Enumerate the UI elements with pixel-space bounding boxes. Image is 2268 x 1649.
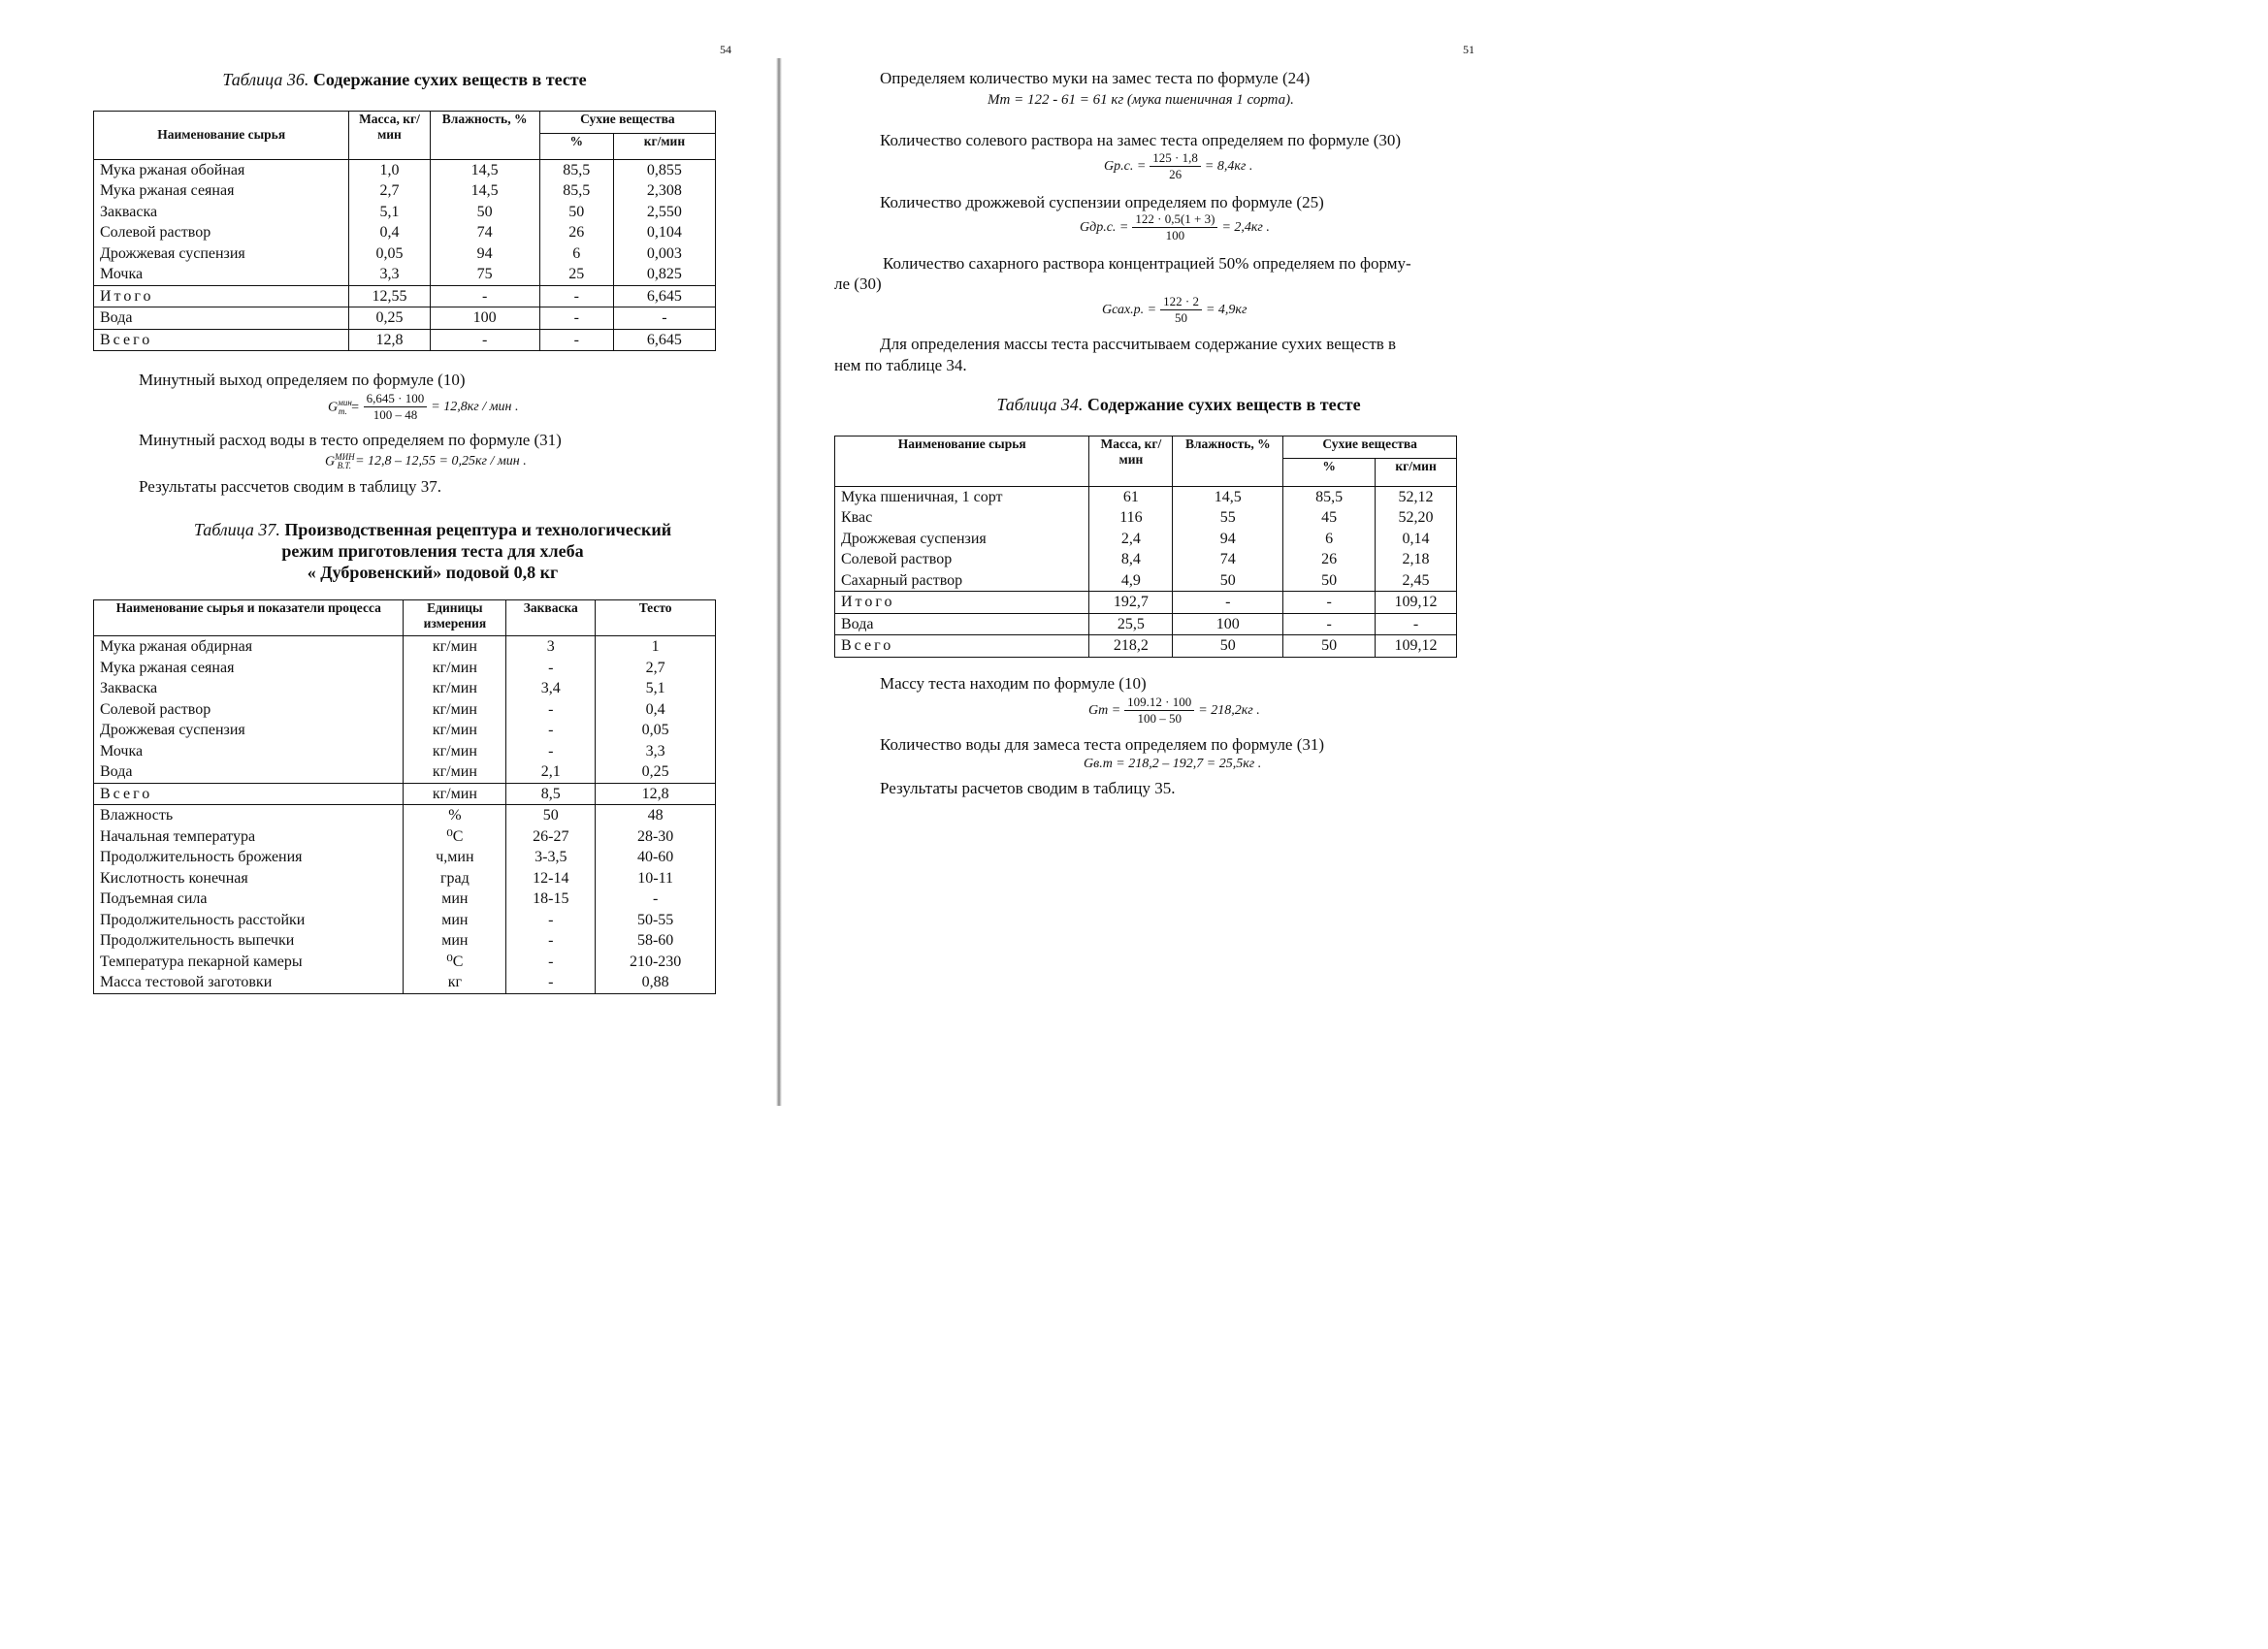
table-cell: ⁰С bbox=[404, 952, 506, 973]
table36-caption-prefix: Таблица 36. bbox=[222, 70, 309, 89]
table-row bbox=[94, 783, 716, 805]
table-cell: 85,5 bbox=[1283, 486, 1376, 507]
table-row bbox=[835, 570, 1457, 592]
table37-caption: Таблица 37. Производственная рецептура и технологический режим приготовления теста для хлеба « Дубровенский» подовой 0,8 кг bbox=[193, 520, 672, 582]
para-results-37: Результаты рассчетов сводим в таблицу 37. bbox=[139, 477, 441, 496]
table-cell: 50-55 bbox=[596, 910, 716, 931]
row-label: Продолжительность расстойки bbox=[94, 910, 404, 931]
para-sugar-2: ле (30) bbox=[834, 275, 882, 293]
table-cell: 8,5 bbox=[506, 783, 596, 805]
row-label: Дрожжевая суспензия bbox=[94, 720, 404, 741]
table-cell: 2,1 bbox=[506, 761, 596, 783]
row-label: Подъемная сила bbox=[94, 889, 404, 910]
table-row bbox=[94, 285, 716, 307]
para-flour: Определяем количество муки на замес теста по формуле (24) bbox=[880, 69, 1311, 87]
table37-header-unit: Единицы измерения bbox=[404, 600, 506, 636]
row-label: Солевой раствор bbox=[94, 222, 349, 243]
table-cell: 14,5 bbox=[430, 180, 539, 202]
table-cell: 100 bbox=[430, 307, 539, 330]
table-cell: 6 bbox=[539, 243, 613, 265]
table-row bbox=[94, 720, 716, 741]
table-cell: 0,14 bbox=[1376, 529, 1457, 550]
table-row bbox=[94, 910, 716, 931]
row-label: Итого bbox=[94, 285, 349, 307]
table-cell: 50 bbox=[1283, 635, 1376, 658]
table-cell: 94 bbox=[430, 243, 539, 265]
table-cell: 50 bbox=[1283, 570, 1376, 592]
row-label: Мочка bbox=[94, 741, 404, 762]
table34-header-moisture: Влажность, % bbox=[1173, 436, 1283, 487]
table-cell: - bbox=[1173, 592, 1283, 614]
table-cell: 0,25 bbox=[596, 761, 716, 783]
table36-header-dry-pct: % bbox=[539, 133, 613, 159]
formula-salt: Gр.с. = $\frac{125 \cdot 1,8}{26}$ = 8,4кг . bbox=[1104, 150, 1253, 181]
table-cell: 50 bbox=[430, 202, 539, 223]
row-label: Мочка bbox=[94, 264, 349, 285]
table-cell: - bbox=[1283, 613, 1376, 635]
para-mass-dough: Массу теста находим по формуле (10) bbox=[880, 674, 1147, 693]
para-water-dough: Количество воды для замеса теста определяем по формуле (31) bbox=[880, 735, 1325, 754]
table34-header-dry-kg: кг/мин bbox=[1376, 458, 1457, 486]
table-cell: - bbox=[506, 952, 596, 973]
table-cell: 4,9 bbox=[1089, 570, 1173, 592]
formula-flour: Мт = 122 - 61 = 61 кг (мука пшеничная 1 сорта). bbox=[988, 92, 1294, 108]
table-cell: 5,1 bbox=[349, 202, 430, 223]
table36-header-name: Наименование сырья bbox=[94, 112, 349, 160]
row-label: Солевой раствор bbox=[94, 699, 404, 721]
table-cell: 45 bbox=[1283, 507, 1376, 529]
table-cell: кг/мин bbox=[404, 658, 506, 679]
table34 bbox=[834, 436, 1457, 658]
table-row bbox=[835, 549, 1457, 570]
row-label: Всего bbox=[835, 635, 1089, 658]
table-row bbox=[94, 699, 716, 721]
table-cell: - bbox=[539, 285, 613, 307]
table-row bbox=[94, 930, 716, 952]
table-cell: 85,5 bbox=[539, 159, 613, 180]
table-cell: 1,0 bbox=[349, 159, 430, 180]
table-cell: 3 bbox=[506, 636, 596, 658]
table-cell: - bbox=[506, 972, 596, 993]
row-label: Дрожжевая суспензия bbox=[94, 243, 349, 265]
table-cell: 48 bbox=[596, 805, 716, 826]
row-label: Всего bbox=[94, 329, 349, 351]
table36 bbox=[93, 111, 716, 351]
table-cell: 2,550 bbox=[613, 202, 715, 223]
table37 bbox=[93, 599, 716, 994]
table37-header-name: Наименование сырья и показатели процесса bbox=[94, 600, 404, 636]
table34-header-dry: Сухие вещества bbox=[1283, 436, 1457, 459]
table-cell: 2,308 bbox=[613, 180, 715, 202]
table-cell: - bbox=[506, 720, 596, 741]
table-cell: - bbox=[430, 329, 539, 351]
table-row bbox=[835, 613, 1457, 635]
table-cell: 6 bbox=[1283, 529, 1376, 550]
para-sugar-1: Количество сахарного раствора концентрацией 50% определяем по форму- bbox=[883, 254, 1411, 273]
table-cell: - bbox=[506, 910, 596, 931]
table-cell: кг/мин bbox=[404, 678, 506, 699]
table-cell: 18-15 bbox=[506, 889, 596, 910]
table36-caption-title: Содержание сухих веществ в тесте bbox=[312, 70, 587, 89]
table-row bbox=[94, 202, 716, 223]
table-cell: 61 bbox=[1089, 486, 1173, 507]
para-drymass-1: Для определения массы теста рассчитываем содержание сухих веществ в bbox=[880, 335, 1397, 353]
table-cell: 52,20 bbox=[1376, 507, 1457, 529]
formula-water-rate: $G^{МИН}_{В.Т.}$ = 12,8 – 12,55 = 0,25кг / мин . bbox=[325, 452, 527, 471]
table-cell: 40-60 bbox=[596, 847, 716, 868]
table-cell: кг/мин bbox=[404, 761, 506, 783]
row-label: Закваска bbox=[94, 678, 404, 699]
table-row bbox=[835, 529, 1457, 550]
table-row bbox=[94, 868, 716, 889]
table-cell: мин bbox=[404, 930, 506, 952]
table-cell: 0,25 bbox=[349, 307, 430, 330]
table-cell: 55 bbox=[1173, 507, 1283, 529]
table-cell: 50 bbox=[539, 202, 613, 223]
table-cell: - bbox=[596, 889, 716, 910]
table-cell: 94 bbox=[1173, 529, 1283, 550]
table-cell: 52,12 bbox=[1376, 486, 1457, 507]
row-label: Влажность bbox=[94, 805, 404, 826]
table-cell: - bbox=[430, 285, 539, 307]
page-spine bbox=[776, 58, 782, 1106]
formula-minute-output: $G^{мин}_{т.}$ = $\frac{6,645 \cdot 100}{100 - 48}$ = 12,8кг / мин . bbox=[328, 391, 519, 422]
table34-header-name: Наименование сырья bbox=[835, 436, 1089, 487]
table-row bbox=[94, 847, 716, 868]
table-cell: 2,7 bbox=[349, 180, 430, 202]
table-cell: 26 bbox=[539, 222, 613, 243]
table36-header-moisture: Влажность, % bbox=[430, 112, 539, 160]
table-cell: 12-14 bbox=[506, 868, 596, 889]
table-cell: мин bbox=[404, 889, 506, 910]
table-cell: 14,5 bbox=[430, 159, 539, 180]
table-cell: 0,825 bbox=[613, 264, 715, 285]
table-cell: 0,104 bbox=[613, 222, 715, 243]
table-cell: 0,4 bbox=[596, 699, 716, 721]
table-cell: 0,05 bbox=[349, 243, 430, 265]
row-label: Мука ржаная сеяная bbox=[94, 180, 349, 202]
para-salt: Количество солевого раствора на замес теста определяем по формуле (30) bbox=[880, 131, 1402, 149]
table-cell: 3,3 bbox=[349, 264, 430, 285]
row-label: Продолжительность брожения bbox=[94, 847, 404, 868]
table-row bbox=[835, 592, 1457, 614]
table37-header-starter: Закваска bbox=[506, 600, 596, 636]
table-cell: 85,5 bbox=[539, 180, 613, 202]
table-cell: ч,мин bbox=[404, 847, 506, 868]
table-cell: 50 bbox=[506, 805, 596, 826]
formula-mass-dough: Gm = $\frac{109.12 \cdot 100}{100 - 50}$ = 218,2кг . bbox=[1088, 695, 1260, 726]
table-row bbox=[94, 952, 716, 973]
table-cell: 0,003 bbox=[613, 243, 715, 265]
table-cell: 5,1 bbox=[596, 678, 716, 699]
table-row bbox=[94, 805, 716, 826]
table-cell: 12,8 bbox=[349, 329, 430, 351]
row-label: Масса тестовой заготовки bbox=[94, 972, 404, 993]
table-cell: 26-27 bbox=[506, 826, 596, 848]
table36-header-dry: Сухие вещества bbox=[539, 112, 715, 134]
table-row bbox=[94, 243, 716, 265]
row-label: Вода bbox=[835, 613, 1089, 635]
table-cell: 74 bbox=[430, 222, 539, 243]
para-water-rate: Минутный расход воды в тесто определяем по формуле (31) bbox=[139, 431, 562, 449]
table-cell: 10-11 bbox=[596, 868, 716, 889]
table-cell: 8,4 bbox=[1089, 549, 1173, 570]
table-cell: 50 bbox=[1173, 570, 1283, 592]
table-row bbox=[94, 264, 716, 285]
table-cell: 12,8 bbox=[596, 783, 716, 805]
table-cell: 100 bbox=[1173, 613, 1283, 635]
row-label: Всего bbox=[94, 783, 404, 805]
table-cell: 0,4 bbox=[349, 222, 430, 243]
row-label: Мука ржаная сеяная bbox=[94, 658, 404, 679]
row-label: Мука пшеничная, 1 сорт bbox=[835, 486, 1089, 507]
table36-header-mass: Масса, кг/мин bbox=[349, 112, 430, 160]
table-row bbox=[94, 307, 716, 330]
table-row bbox=[94, 222, 716, 243]
table-cell: 0,855 bbox=[613, 159, 715, 180]
table-cell: кг/мин bbox=[404, 741, 506, 762]
table-cell: - bbox=[613, 307, 715, 330]
table-cell: 26 bbox=[1283, 549, 1376, 570]
page-number-right: 51 bbox=[1463, 43, 1474, 56]
table34-header-mass: Масса, кг/мин bbox=[1089, 436, 1173, 487]
table-row bbox=[94, 889, 716, 910]
table-cell: кг/мин bbox=[404, 699, 506, 721]
table-cell: 74 bbox=[1173, 549, 1283, 570]
table-cell: - bbox=[539, 307, 613, 330]
table-cell: 2,45 bbox=[1376, 570, 1457, 592]
table-cell: 109,12 bbox=[1376, 635, 1457, 658]
table-cell: 1 bbox=[596, 636, 716, 658]
table-cell: 109,12 bbox=[1376, 592, 1457, 614]
table-cell: - bbox=[1376, 613, 1457, 635]
row-label: Квас bbox=[835, 507, 1089, 529]
table34-caption: Таблица 34. Содержание сухих веществ в тесте bbox=[996, 395, 1361, 414]
para-results-35: Результаты расчетов сводим в таблицу 35. bbox=[880, 779, 1176, 797]
row-label: Вода bbox=[94, 761, 404, 783]
table-cell: 50 bbox=[1173, 635, 1283, 658]
table-row bbox=[835, 635, 1457, 658]
row-label: Кислотность конечная bbox=[94, 868, 404, 889]
table-cell: 14,5 bbox=[1173, 486, 1283, 507]
row-label: Начальная температура bbox=[94, 826, 404, 848]
table-cell: 58-60 bbox=[596, 930, 716, 952]
table34-header-dry-pct: % bbox=[1283, 458, 1376, 486]
formula-sugar: Gсах.р. = $\frac{122 \cdot 2}{50}$ = 4,9кг bbox=[1102, 294, 1247, 325]
table-row bbox=[835, 486, 1457, 507]
table36-caption bbox=[93, 70, 716, 90]
table-row bbox=[94, 826, 716, 848]
table-row bbox=[94, 658, 716, 679]
table-cell: 2,7 bbox=[596, 658, 716, 679]
table-row bbox=[94, 180, 716, 202]
row-label: Продолжительность выпечки bbox=[94, 930, 404, 952]
table-cell: 192,7 bbox=[1089, 592, 1173, 614]
table-cell: мин bbox=[404, 910, 506, 931]
row-label: Итого bbox=[835, 592, 1089, 614]
table-cell: - bbox=[1283, 592, 1376, 614]
table-cell: 25 bbox=[539, 264, 613, 285]
table-cell: 3-3,5 bbox=[506, 847, 596, 868]
table36-header-dry-kg: кг/мин bbox=[613, 133, 715, 159]
para-yeast: Количество дрожжевой суспензии определяем по формуле (25) bbox=[880, 193, 1324, 211]
table-cell: 75 bbox=[430, 264, 539, 285]
row-label: Мука ржаная обойная bbox=[94, 159, 349, 180]
row-label: Дрожжевая суспензия bbox=[835, 529, 1089, 550]
table-cell: 116 bbox=[1089, 507, 1173, 529]
table-row bbox=[94, 329, 716, 351]
table-row bbox=[94, 761, 716, 783]
table-cell: 2,18 bbox=[1376, 549, 1457, 570]
table-cell: 12,55 bbox=[349, 285, 430, 307]
table-cell: 6,645 bbox=[613, 285, 715, 307]
table-cell: 3,4 bbox=[506, 678, 596, 699]
table-cell: - bbox=[506, 699, 596, 721]
table-cell: 0,05 bbox=[596, 720, 716, 741]
row-label: Мука ржаная обдирная bbox=[94, 636, 404, 658]
table-cell: 218,2 bbox=[1089, 635, 1173, 658]
table-cell: 0,88 bbox=[596, 972, 716, 993]
table-cell: 28-30 bbox=[596, 826, 716, 848]
table-row bbox=[835, 507, 1457, 529]
table-cell: - bbox=[539, 329, 613, 351]
table-cell: 6,645 bbox=[613, 329, 715, 351]
table-cell: - bbox=[506, 658, 596, 679]
table-cell: 2,4 bbox=[1089, 529, 1173, 550]
table-cell: град bbox=[404, 868, 506, 889]
para-minute-output: Минутный выход определяем по формуле (10) bbox=[139, 371, 466, 389]
table-row bbox=[94, 972, 716, 993]
table-cell: - bbox=[506, 741, 596, 762]
table-cell: кг/мин bbox=[404, 783, 506, 805]
table-cell: % bbox=[404, 805, 506, 826]
table-cell: 210-230 bbox=[596, 952, 716, 973]
row-label: Солевой раствор bbox=[835, 549, 1089, 570]
para-drymass-2: нем по таблице 34. bbox=[834, 356, 967, 374]
formula-water-dough: Gв.т = 218,2 – 192,7 = 25,5кг . bbox=[1084, 757, 1262, 771]
table-row bbox=[94, 741, 716, 762]
table-row bbox=[94, 159, 716, 180]
row-label: Закваска bbox=[94, 202, 349, 223]
table-cell: - bbox=[506, 930, 596, 952]
table-cell: кг bbox=[404, 972, 506, 993]
row-label: Температура пекарной камеры bbox=[94, 952, 404, 973]
page-number-left: 54 bbox=[720, 43, 731, 56]
table-row bbox=[94, 678, 716, 699]
table-cell: кг/мин bbox=[404, 720, 506, 741]
table-row bbox=[94, 636, 716, 658]
table-cell: ⁰С bbox=[404, 826, 506, 848]
table-cell: кг/мин bbox=[404, 636, 506, 658]
table-cell: 3,3 bbox=[596, 741, 716, 762]
table37-header-dough: Тесто bbox=[596, 600, 716, 636]
table-cell: 25,5 bbox=[1089, 613, 1173, 635]
formula-yeast: Gдр.с. = $\frac{122 \cdot 0,5(1 + 3)}{100}$ = 2,4кг . bbox=[1080, 211, 1270, 242]
row-label: Сахарный раствор bbox=[835, 570, 1089, 592]
row-label: Вода bbox=[94, 307, 349, 330]
